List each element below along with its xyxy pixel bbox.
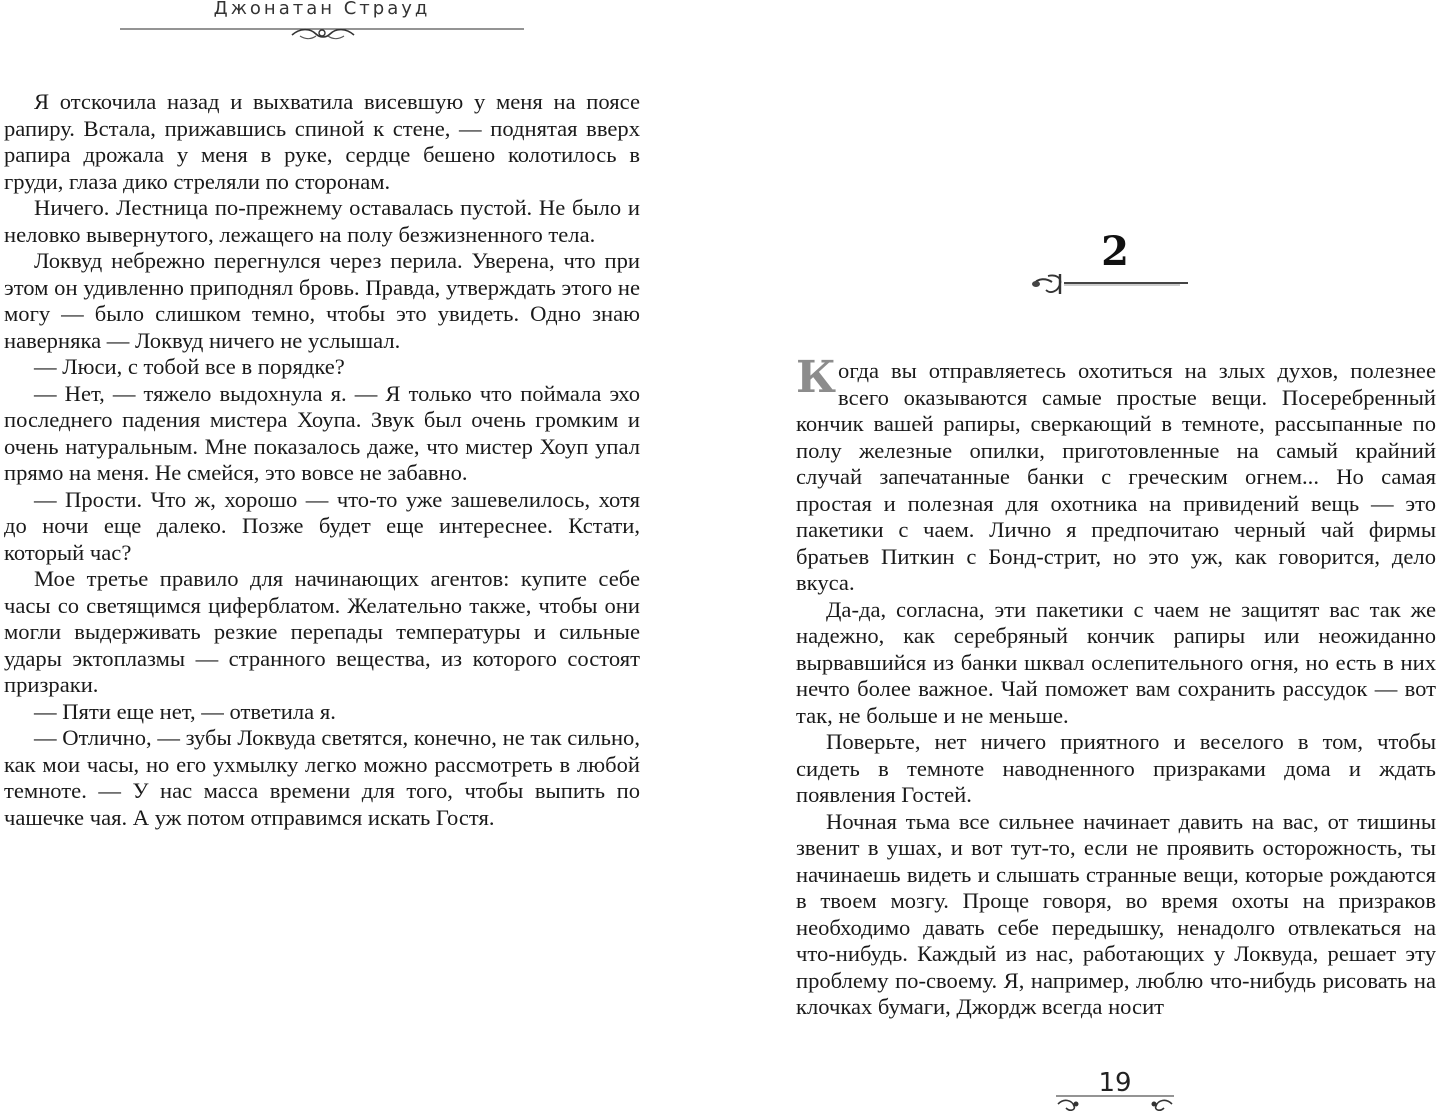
paragraph: Мое третье правило для начинающих агентов: купите себе часы со светящимся циферблатом. Желательно также, чтобы они могли выдерживать резкие перепады температуры и сильные удары эктоплазмы — странного вещества, из которого состоят призраки.	[4, 566, 640, 697]
paragraph: Я отскочила назад и выхватила висевшую у меня на поясе рапиру. Встала, прижавшись спиной к стене, — поднятая вверх рапира дрожала у меня в руке, сердце бешено колотилось в груди, глаза дико стреляли по сторонам.	[4, 89, 640, 194]
right-page-text	[796, 352, 1436, 1021]
first-paragraph-text: огда вы отправляетесь охотиться на злых духов, полезнее всего оказываются самые простые вещи. Посеребренный кончик вашей рапиры, сверкающий в темноте, рассыпанные по полу железные опилки, приготовленные на самый крайний случай запечатанные банки с греческим огнем... Но самая простая и полезная для охотника на привидений вещь — это пакетики с чаем. Лично я предпочитаю черный чай фирмы братьев Питкин с Бонд-стрит, но это уж, как говорится, дело вкуса.	[796, 358, 1436, 595]
running-head-author: Джонатан Страуд	[213, 0, 431, 19]
paragraph: Ночная тьма все сильнее начинает давить на вас, от тишины звенит в ушах, и вот тут-то, если не проявить осторожность, ты начинаешь видеть и слышать странные вещи, которые рождаются в твоем мозгу. Проще говоря, во время охоты на призраков необходимо давать себе передышку, ненадолго отвлекаться на что-нибудь. Каждый из нас, работающих у Локвуда, решает эту проблему по-своему. Я, например, люблю что-нибудь рисовать на клочках бумаги, Джордж всегда носит	[796, 808, 1436, 1019]
left-page-text	[4, 89, 640, 831]
chapter-number: 2	[1101, 228, 1129, 275]
running-head	[120, 0, 524, 42]
header-ornament-icon	[120, 24, 524, 42]
paragraph: — Люси, с тобой все в порядке?	[34, 354, 345, 379]
paragraph: Да-да, согласна, эти пакетики с чаем не защитят вас так же надежно, как серебряный кончик рапиры или неожиданно вырвавшийся из банки шквал ослепительного огня, но есть в них нечто более важное. Чай поможет вам сохранить рассудок — вот так, не больше и не меньше.	[796, 596, 1436, 728]
page-number: 19	[1098, 1068, 1132, 1098]
paragraph: — Пяти еще нет, — ответила я.	[34, 698, 336, 724]
chapter-first-paragraph	[796, 352, 1436, 597]
paragraph: Поверьте, нет ничего приятного и веселого в том, чтобы сидеть в темноте наводненного призраками дома и ждать появления Гостей.	[796, 729, 1436, 807]
paragraph: — Прости. Что ж, хорошо — что-то уже зашевелилось, хотя до ночи еще далеко. Позже будет еще интереснее. Кстати, который час?	[4, 486, 640, 565]
page-footer	[1052, 1062, 1178, 1114]
paragraph: — Нет, — тяжело выдохнула я. — Я только что поймала эхо последнего падения мистера Хоупа. Звук был очень громким и очень натуральным. Мне показалось даже, что мистер Хоуп упал прямо на меня. Не смейся, это вовсе не забавно.	[4, 380, 640, 485]
paragraph: Локвуд небрежно перегнулся через перила. Уверена, что при этом он удивленно приподнял бровь. Правда, утверждать этого не могу — было слишком темно, чтобы это увидеть. Одно знаю наверняка — Локвуд ничего не услышал.	[4, 248, 640, 353]
drop-cap: К	[796, 352, 837, 403]
paragraph: Ничего. Лестница по-прежнему оставалась пустой. Не было и неловко вывернутого, лежащего на полу безжизненного тела.	[4, 195, 640, 247]
chapter-heading	[1030, 228, 1188, 298]
rapier-ornament-icon	[1030, 272, 1190, 298]
paragraph: — Отлично, — зубы Локвуда светятся, конечно, не так сильно, как мои часы, но его ухмылку легко можно рассмотреть в любой темноте. — У нас масса времени для того, чтобы выпить по чашечке чая. А уж потом отправимся искать Гостя.	[4, 725, 640, 830]
